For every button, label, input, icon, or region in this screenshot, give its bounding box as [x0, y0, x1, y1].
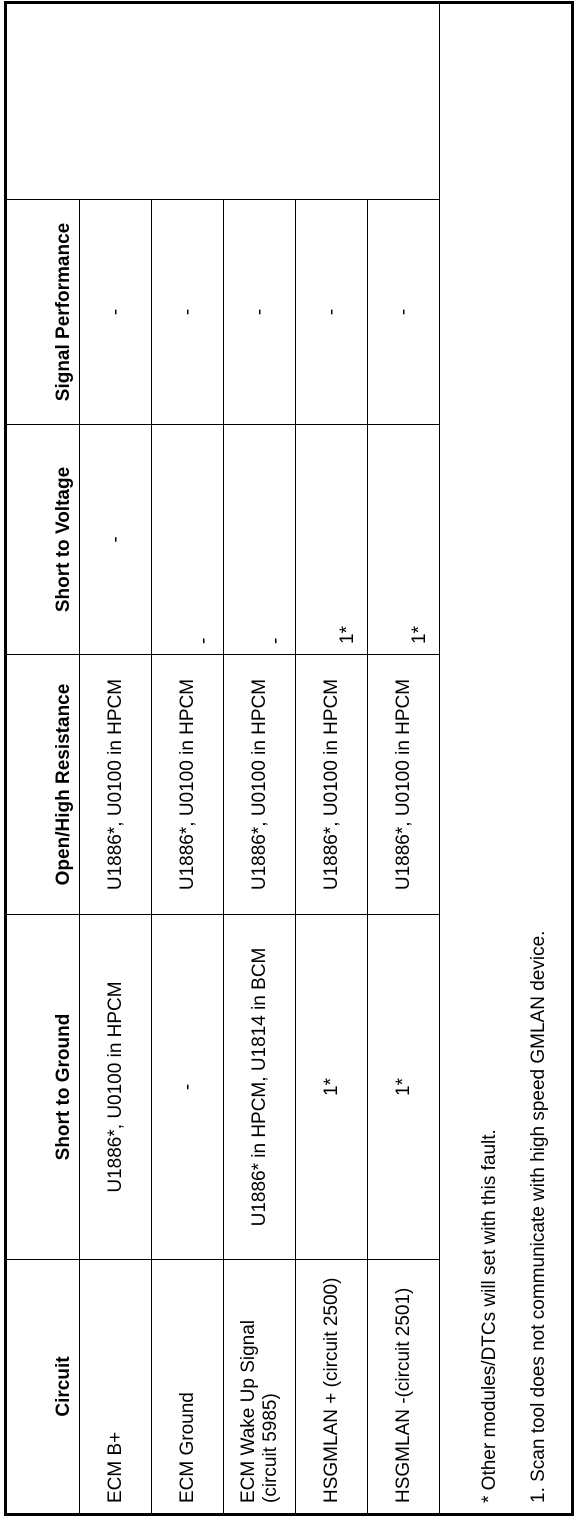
cell-short-to-ground: 1* — [296, 915, 368, 1260]
header-short-to-voltage: Short to Voltage — [6, 425, 80, 655]
table-row — [80, 3, 152, 1515]
cell-short-to-ground: 1* — [368, 915, 440, 1260]
cell-short-to-ground: - — [152, 915, 224, 1260]
cell-short-to-ground: U1886*, U0100 in HPCM — [80, 915, 152, 1260]
cell-open-high-resistance: U1886*, U0100 in HPCM — [368, 655, 440, 915]
header-signal-performance: Signal Performance — [6, 200, 80, 425]
cell-circuit: ECM Ground — [152, 1260, 224, 1515]
table-header-row — [6, 3, 80, 1515]
header-open-high-resistance: Open/High Resistance — [6, 655, 80, 915]
cell-signal-performance: - — [368, 200, 440, 425]
cell-open-high-resistance: U1886*, U0100 in HPCM — [80, 655, 152, 915]
cell-short-to-voltage: - — [224, 425, 296, 655]
table-row — [224, 3, 296, 1515]
footnote-scan-tool: 1. Scan tool does not communicate with high speed GMLAN device. — [507, 3, 573, 1515]
footnote-asterisk: * Other modules/DTCs will set with this fault. — [440, 3, 508, 1515]
table-row — [296, 3, 368, 1515]
cell-signal-performance: - — [152, 200, 224, 425]
cell-signal-performance: - — [296, 200, 368, 425]
header-circuit: Circuit — [6, 1260, 80, 1515]
footnote-row — [507, 3, 573, 1515]
table-row — [368, 3, 440, 1515]
header-short-to-ground: Short to Ground — [6, 915, 80, 1260]
cell-short-to-voltage: - — [152, 425, 224, 655]
cell-circuit: ECM Wake Up Signal (circuit 5985) — [224, 1260, 296, 1515]
cell-open-high-resistance: U1886*, U0100 in HPCM — [296, 655, 368, 915]
footnote-row — [440, 3, 508, 1515]
cell-short-to-voltage: 1* — [296, 425, 368, 655]
cell-signal-performance: - — [224, 200, 296, 425]
cell-open-high-resistance: U1886*, U0100 in HPCM — [152, 655, 224, 915]
header-blank — [6, 3, 440, 200]
cell-circuit: ECM B+ — [80, 1260, 152, 1515]
cell-signal-performance: - — [80, 200, 152, 425]
cell-circuit: HSGMLAN -(circuit 2501) — [368, 1260, 440, 1515]
circuit-fault-table — [4, 1, 574, 1516]
cell-short-to-voltage: 1* — [368, 425, 440, 655]
cell-short-to-voltage: - — [80, 425, 152, 655]
cell-open-high-resistance: U1886*, U0100 in HPCM — [224, 655, 296, 915]
cell-circuit: HSGMLAN + (circuit 2500) — [296, 1260, 368, 1515]
cell-short-to-ground: U1886* in HPCM, U1814 in BCM — [224, 915, 296, 1260]
table-row — [152, 3, 224, 1515]
